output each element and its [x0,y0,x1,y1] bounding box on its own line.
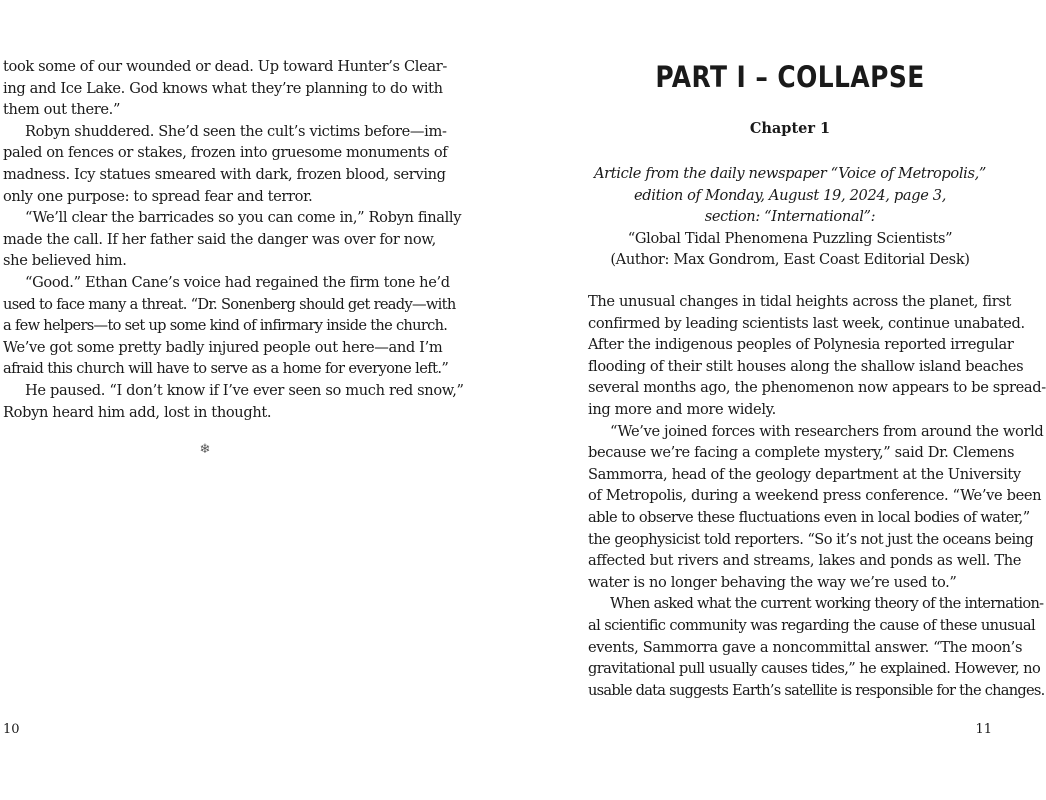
body-line: able to observe these fluctuations even in local bodies of water,” [588,509,1030,526]
body-line: confirmed by leading scientists last week, continue unabated. [588,314,1025,332]
body-line: “We’ve joined forces with researchers from around the world [610,422,1044,440]
article-author: (Author: Max Gondrom, East Coast Editorial Desk) [610,251,970,269]
body-line: flooding of their stilt houses along the shallow island beaches [588,357,1024,375]
body-line: After the indigenous peoples of Polynesia reported irregular [588,336,1014,354]
body-line: water is no longer behaving the way we’re used to.” [588,573,957,591]
article-source-line: Article from the daily newspaper “Voice of Metropolis,” [593,165,987,182]
body-line: ing more and more widely. [588,401,776,418]
body-line: “We’ll clear the barricades so you can come in,” Robyn finally [25,209,462,227]
page-number: 11 [975,722,992,737]
article-headline: “Global Tidal Phenomena Puzzling Scientists” [627,229,953,247]
part-title: PART I – COLLAPSE [655,60,925,94]
body-line: used to face many a threat. “Dr. Sonenberg should get ready—with [3,295,456,313]
body-line: because we’re facing a complete mystery,” said Dr. Clemens [588,444,1015,462]
body-line: When asked what the current working theory of the internation- [610,595,1044,613]
page-number: 10 [3,722,20,737]
body-line: afraid this church will have to serve as a home for everyone left.” [3,360,449,378]
body-line: she believed him. [3,252,127,270]
body-line: of Metropolis, during a weekend press conference. “We’ve been [588,487,1042,505]
body-line: usable data suggests Earth’s satellite is responsible for the changes. [588,681,1045,699]
body-line: took some of our wounded or dead. Up toward Hunter’s Clear- [3,58,447,75]
body-line: gravitational pull usually causes tides,” he explained. However, no [588,660,1041,678]
section-separator-icon: ❄ [199,442,211,457]
body-line: We’ve got some pretty badly injured people out here—and I’m [3,338,443,356]
body-line: several months ago, the phenomenon now appears to be spread- [588,379,1046,397]
body-line: paled on fences or stakes, frozen into gruesome monuments of [3,144,448,162]
body-line: Robyn heard him add, lost in thought. [3,403,272,421]
body-line: Sammorra, head of the geology department at the University [588,465,1021,483]
body-line: madness. Icy statues smeared with dark, frozen blood, serving [3,166,446,183]
body-line: the geophysicist told reporters. “So it’s not just the oceans being [588,530,1034,548]
body-line: a few helpers—to set up some kind of infirmary inside the church. [3,317,448,335]
body-line: ing and Ice Lake. God knows what they’re planning to do with [3,79,443,97]
body-line: The unusual changes in tidal heights across the planet, first [588,293,1012,310]
article-source-line: section: “International”: [704,208,876,226]
body-line: Robyn shuddered. She’d seen the cult’s victims before—im- [25,122,447,140]
body-line: events, Sammorra gave a noncommittal answer. “The moon’s [588,638,1023,656]
body-line: “Good.” Ethan Cane’s voice had regained the firm tone he’d [25,274,450,291]
body-line: al scientific community was regarding the cause of these unusual [588,617,1036,634]
body-line: them out there.” [3,101,121,119]
article-source-line: edition of Monday, August 19, 2024, page 3, [633,186,947,204]
chapter-title: Chapter 1 [749,120,831,137]
body-line: affected but rivers and streams, lakes and ponds as well. The [588,552,1022,570]
body-line: He paused. “I don’t know if I’ve ever seen so much red snow,” [25,382,464,399]
body-line: only one purpose: to spread fear and terror. [3,187,313,205]
body-line: made the call. If her father said the danger was over for now, [3,230,436,248]
